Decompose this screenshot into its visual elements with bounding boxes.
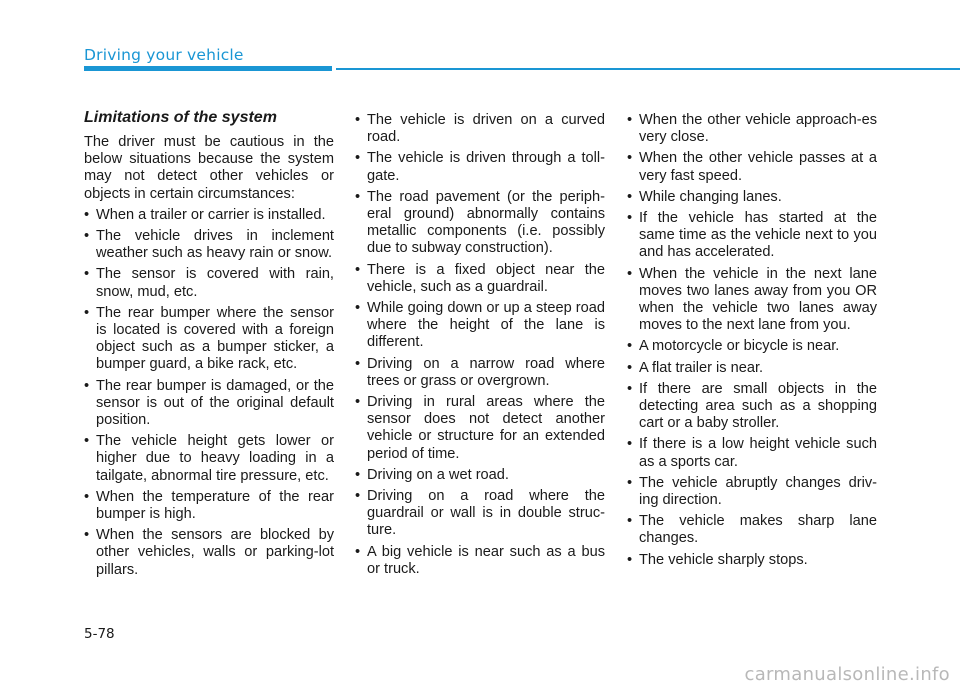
list-item-text: While going down or up a steep road where the height of the lane is different. bbox=[367, 300, 605, 351]
list-item bbox=[627, 513, 877, 547]
list-item-text: A flat trailer is near. bbox=[639, 359, 764, 376]
list-item-text: The vehicle is driven on a curved road. bbox=[367, 112, 605, 146]
list-item bbox=[627, 266, 877, 335]
list-item bbox=[627, 112, 877, 146]
list-item-text: When the other vehicle approach-es very close. bbox=[639, 112, 877, 146]
list-item-text: The road pavement (or the periph-eral ground) abnormally contains metallic components (i.e. possibly due to subway construction). bbox=[367, 188, 605, 257]
bullet-glyph: • bbox=[355, 466, 361, 483]
bullet-glyph: • bbox=[84, 266, 90, 283]
list-item bbox=[84, 305, 334, 374]
bullet-glyph: • bbox=[627, 513, 633, 530]
bullet-glyph: • bbox=[627, 112, 633, 128]
list-item bbox=[355, 467, 605, 484]
bullet-glyph: • bbox=[355, 261, 361, 278]
list-item bbox=[355, 394, 605, 463]
list-item bbox=[627, 338, 877, 355]
list-item bbox=[355, 356, 605, 390]
bullet-glyph: • bbox=[627, 338, 633, 355]
bullet-glyph: • bbox=[627, 359, 633, 376]
list-item bbox=[355, 189, 605, 258]
list-item-text: The vehicle makes sharp lane changes. bbox=[639, 513, 877, 547]
list-item-text: The sensor is covered with rain, snow, mud, etc. bbox=[96, 266, 334, 300]
bullet-glyph: • bbox=[84, 527, 90, 544]
list-item bbox=[355, 150, 605, 184]
bullet-glyph: • bbox=[355, 150, 361, 167]
bullet-glyph: • bbox=[84, 433, 90, 450]
bullet-glyph: • bbox=[627, 380, 633, 397]
list-item bbox=[355, 544, 605, 578]
list-item bbox=[627, 360, 877, 377]
list-item-text: The vehicle is driven through a toll-gate. bbox=[367, 150, 605, 184]
list-item-text: If there are small objects in the detecting area such as a shopping cart or a baby stroller. bbox=[639, 380, 877, 432]
bullet-glyph: • bbox=[84, 206, 90, 223]
page-number: 5-78 bbox=[84, 626, 115, 642]
bullet-glyph: • bbox=[355, 543, 361, 560]
section-header-title: Driving your vehicle bbox=[84, 46, 244, 64]
list-item-text: Driving on a road where the guardrail or wall is in double struc-ture. bbox=[367, 488, 605, 539]
list-item-text: The vehicle drives in inclement weather such as heavy rain or snow. bbox=[96, 228, 334, 262]
list-item-text: When a trailer or carrier is installed. bbox=[96, 206, 326, 223]
list-item bbox=[627, 475, 877, 509]
watermark: carmanualsonline.info bbox=[744, 664, 950, 685]
list-item bbox=[627, 436, 877, 470]
list-item-text: The rear bumper where the sensor is located is covered with a foreign object such as a bumper sticker, a bumper guard, a bike rack, etc. bbox=[96, 304, 334, 373]
bullet-glyph: • bbox=[84, 488, 90, 505]
bullet-list-2 bbox=[355, 112, 605, 578]
bullet-glyph: • bbox=[84, 377, 90, 394]
list-item bbox=[84, 378, 334, 430]
bullet-glyph: • bbox=[355, 488, 361, 505]
list-item-text: When the sensors are blocked by other vehicles, walls or parking-lot pillars. bbox=[96, 527, 334, 578]
list-item bbox=[84, 489, 334, 523]
bullet-glyph: • bbox=[627, 210, 633, 227]
list-item bbox=[84, 207, 334, 224]
bullet-glyph: • bbox=[355, 112, 361, 128]
bullet-glyph: • bbox=[627, 436, 633, 453]
bullet-glyph: • bbox=[627, 551, 633, 568]
header-rule-thick bbox=[84, 66, 332, 71]
list-item-text: When the other vehicle passes at a very fast speed. bbox=[639, 150, 877, 184]
list-item bbox=[84, 433, 334, 485]
bullet-glyph: • bbox=[84, 228, 90, 245]
list-item-text: The vehicle height gets lower or higher due to heavy loading in a tailgate, abnormal tire pressure, etc. bbox=[96, 433, 334, 484]
list-item bbox=[627, 210, 877, 262]
list-item bbox=[355, 488, 605, 540]
bullet-list-1 bbox=[84, 207, 334, 579]
column-1 bbox=[84, 108, 334, 583]
bullet-glyph: • bbox=[355, 300, 361, 317]
list-item-text: Driving on a wet road. bbox=[367, 466, 509, 483]
column-3 bbox=[627, 112, 877, 573]
list-item bbox=[355, 300, 605, 352]
bullet-glyph: • bbox=[355, 394, 361, 411]
bullet-glyph: • bbox=[627, 150, 633, 167]
list-item-text: A motorcycle or bicycle is near. bbox=[639, 338, 840, 355]
bullet-list-3 bbox=[627, 112, 877, 569]
list-item-text: While changing lanes. bbox=[639, 188, 782, 205]
list-item bbox=[627, 381, 877, 433]
list-item-text: A big vehicle is near such as a bus or truck. bbox=[367, 543, 605, 577]
list-item-text: Driving in rural areas where the sensor does not detect another vehicle or structure for an extended period of time. bbox=[367, 394, 605, 462]
list-item bbox=[355, 262, 605, 296]
list-item-text: The rear bumper is damaged, or the sensor is out of the original default position. bbox=[96, 377, 334, 429]
list-item-text: There is a fixed object near the vehicle, such as a guardrail. bbox=[367, 261, 605, 295]
list-item-text: If the vehicle has started at the same time as the vehicle next to you and has accelerated. bbox=[639, 210, 877, 261]
section-heading: Limitations of the system bbox=[84, 109, 277, 126]
bullet-glyph: • bbox=[355, 355, 361, 372]
list-item-text: Driving on a narrow road where trees or grass or overgrown. bbox=[367, 355, 605, 389]
bullet-glyph: • bbox=[627, 188, 633, 205]
header-rule-thin bbox=[336, 68, 960, 70]
bullet-glyph: • bbox=[84, 304, 90, 321]
list-item bbox=[355, 112, 605, 146]
bullet-glyph: • bbox=[355, 188, 361, 205]
list-item bbox=[627, 150, 877, 184]
list-item bbox=[84, 266, 334, 300]
list-item bbox=[627, 189, 877, 206]
list-item-text: The vehicle abruptly changes driv-ing direction. bbox=[639, 474, 877, 509]
bullet-glyph: • bbox=[627, 474, 633, 491]
list-item bbox=[84, 228, 334, 262]
intro-paragraph: The driver must be cautious in the below situations because the system may not detect other vehicles or objects in certain circumstances: bbox=[84, 134, 334, 202]
list-item-text: The vehicle sharply stops. bbox=[639, 551, 808, 568]
list-item-text: When the vehicle in the next lane moves two lanes away from you OR when the vehicle two lanes away moves to the next lane from you. bbox=[639, 265, 877, 334]
list-item-text: When the temperature of the rear bumper is high. bbox=[96, 488, 334, 523]
list-item bbox=[627, 552, 877, 569]
bullet-glyph: • bbox=[627, 265, 633, 282]
list-item bbox=[84, 527, 334, 579]
column-2 bbox=[355, 112, 605, 582]
list-item-text: If there is a low height vehicle such as a sports car. bbox=[639, 436, 877, 470]
